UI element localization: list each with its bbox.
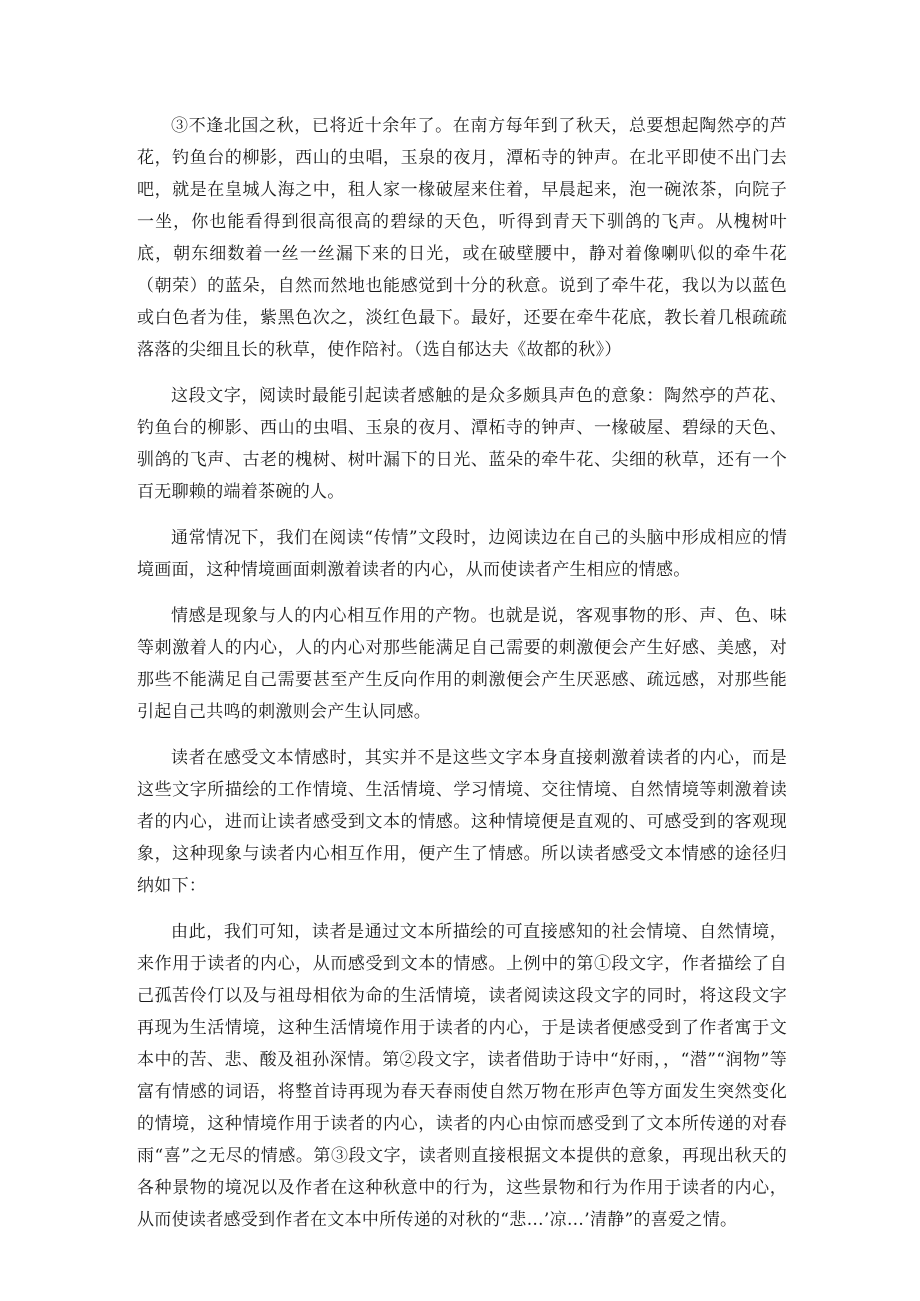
paragraph-excerpt: ③不逢北国之秋，已将近十余年了。在南方每年到了秋天，总要想起陶然亭的芦花，钓鱼台的柳影，西山的虫唱，玉泉的夜月，潭柘寺的钟声。在北平即使不出门去吧，就是在皇城人海之中，租人家一椽破屋来住着，早晨起来，泡一碗浓茶，向院子一坐，你也能看得到很高很高的碧绿的天色，听得到青天下驯鸽的飞声。从槐树叶底，朝东细数着一丝一丝漏下来的日光，或在破壁腰中，静对着像喇叭似的牵牛花（朝荣）的蓝朵，自然而然地也能感觉到十分的秋意。说到了牵牛花，我以为以蓝色或白色者为佳，紫黑色次之，淡红色最下。最好，还要在牵牛花底，教长着几根疏疏落落的尖细且长的秋草，使作陪衬。（选自郁达夫《故都的秋》） (137, 116, 787, 360)
paragraph-reading-scene: 通常情况下，我们在阅读“传情”文段时，边阅读边在自己的头脑中形成相应的情境画面，这种情境画面刺激着读者的内心，从而使读者产生相应的情感。 (137, 528, 787, 580)
paragraph-imagery-analysis: 这段文字，阅读时最能引起读者感触的是众多颇具声色的意象：陶然亭的芦花、钓鱼台的柳影、西山的虫唱、玉泉的夜月、潭柘寺的钟声、一椽破屋、碧绿的天色、驯鸽的飞声、古老的槐树、树叶漏下的日光、蓝朵的牵牛花、尖细的秋草，还有一个百无聊赖的端着茶碗的人。 (137, 386, 787, 502)
document-page (137, 110, 787, 1250)
paragraph-reader-perception: 读者在感受文本情感时，其实并不是这些文字本身直接刺激着读者的内心，而是这些文字所描绘的工作情境、生活情境、学习情境、交往情境、自然情境等刺激着读者的内心，进而让读者感受到文本的情感。这种情境便是直观的、可感受到的客观现象，这种现象与读者内心相互作用，便产生了情感。所以读者感受文本情感的途径归纳如下： (137, 748, 787, 896)
paragraph-emotion-definition: 情感是现象与人的内心相互作用的产物。也就是说，客观事物的形、声、色、味等刺激着人的内心，人的内心对那些能满足自己需要的刺激便会产生好感、美感，对那些不能满足自己需要甚至产生反向作用的刺激便会产生厌恶感、疏远感，对那些能引起自己共鸣的刺激则会产生认同感。 (137, 606, 787, 722)
paragraph-conclusion: 由此，我们可知，读者是通过文本所描绘的可直接感知的社会情境、自然情境，来作用于读者的内心，从而感受到文本的情感。上例中的第①段文字，作者描绘了自己孤苦伶仃以及与祖母相依为命的生活情境，读者阅读这段文字的同时，将这段文字再现为生活情境，这种生活情境作用于读者的内心，于是读者便感受到了作者寓于文本中的苦、悲、酸及祖孙深情。第②段文字，读者借助于诗中“好雨，，“潜”“润物”等富有情感的词语，将整首诗再现为春天春雨使自然万物在形声色等方面发生突然变化的情境，这种情境作用于读者的内心，读者的内心由惊而感受到了文本所传递的对春雨“喜”之无尽的情感。第③段文字，读者则直接根据文本提供的意象，再现出秋天的各种景物的境况以及作者在这种秋意中的行为，这些景物和行为作用于读者的内心，从而使读者感受到作者在文本中所传递的对秋的“悲…’凉…’清静”的喜爱之情。 (137, 922, 787, 1230)
